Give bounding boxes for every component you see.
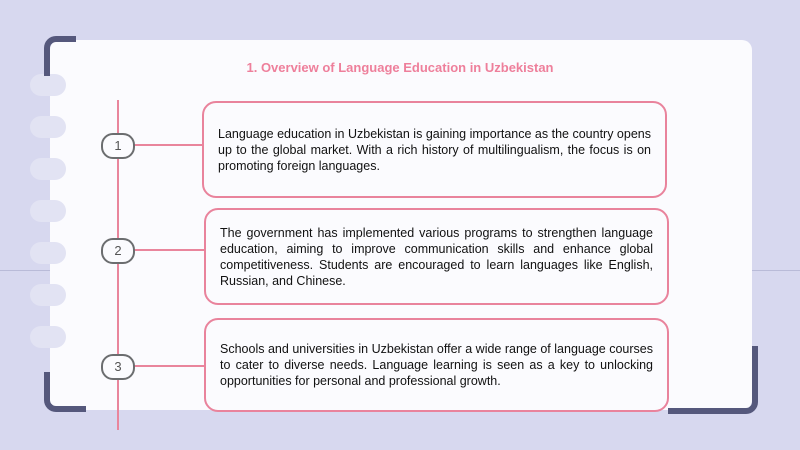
timeline-connector	[133, 249, 205, 251]
binder-notch	[30, 200, 66, 222]
binder-notch	[30, 242, 66, 264]
binder-notch	[30, 74, 66, 96]
timeline-connector	[133, 365, 205, 367]
binder-notch	[30, 326, 66, 348]
timeline-item-text: Schools and universities in Uzbekistan offer a wide range of language courses to cater to diverse needs. Language learning is seen as a key to unlocking opportunities for personal and professional growth.	[220, 342, 653, 388]
corner-bracket-top-left	[44, 36, 76, 76]
timeline-node-1: 1	[101, 133, 135, 159]
timeline-item-3	[204, 318, 669, 412]
corner-bracket-bottom-left	[44, 372, 86, 412]
corner-bracket-bottom-right	[668, 346, 758, 414]
binder-notch	[30, 158, 66, 180]
timeline-item-2	[204, 208, 669, 305]
timeline-node-2: 2	[101, 238, 135, 264]
binder-notch	[30, 116, 66, 138]
timeline-item-1	[202, 101, 667, 198]
timeline-item-text: The government has implemented various programs to strengthen language education, aiming to improve communication skills and enhance global competitiveness. Students are encouraged to learn languages like English, Russian, and Chinese.	[220, 225, 653, 288]
timeline-connector	[133, 144, 203, 146]
timeline-item-text: Language education in Uzbekistan is gaining importance as the country opens up to the global market. With a rich history of multilingualism, the focus is on promoting foreign languages.	[218, 126, 651, 173]
timeline-node-3: 3	[101, 354, 135, 380]
slide-title: 1. Overview of Language Education in Uzbekistan	[246, 60, 554, 75]
binder-notch	[30, 284, 66, 306]
